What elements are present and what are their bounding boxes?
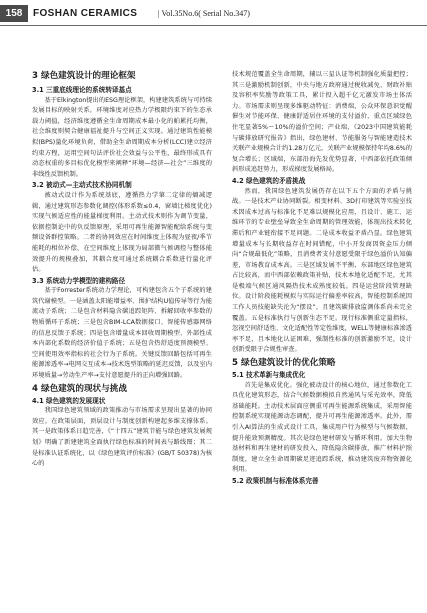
- subsection-3-2-body: 被动式设计作为系统基底，遵循热力学第二定律的熵减逻辑，通过建筑形态参数化调控(体形系数≤0.4，窗墙比梯度优化)实现气候适应性的能量梯度利用。主动式技术则作为调节变量，依据控制论中的负反馈原理，采用可再生能源智能配给系统与变频设备群控策略。二者的协同效应在时间维度上体现为昼夜/季节能耗的相位补偿，在空间维度上体现为局部微气候调控与整体能效提升的规模叠加，其耦合度可通过系统耦合系数进行量化评估。: [32, 191, 212, 274]
- subsection-3-1-title: 3.1 三重底线理论的系统转译基点: [32, 86, 132, 94]
- subsection-3-1-body: 基于Elkington提出的ESG理论框架，构建建筑系统与可持续发展目标的映射关系，环境维度对应热力学极限约束下的生态承载力阈值，经济维度遵循全生命周期成本最小化的帕累托均衡，社会维度则契合健康福祉提升与空间正义实现。通过建筑性能模拟(BPS)量化环境负荷，借助全生命周期成本分析(LCC)建立经济约束方程，运用空间句法评价社会效益与公平性，最终形成具有动态权重的多目标优化模型来阐释“环境—经济—社会”三维度的非线性反馈机制。: [32, 96, 212, 178]
- volume-info: | Vol.35No.6( Serial No.347): [158, 9, 250, 18]
- subsection-4-2-body: 然而，我国绿色建筑发展仍存在以下五个方面的矛盾与挑战。一是技术产业协同断裂。相变材料、3D打印建筑等实验室技术因成本过高与标准化不足难以规模化应用，且设计、施工、运维环节的专业壁垒导致全生命周期的管理效能，体现出技术转化滞后和产业链衔接不足问题。二是成本收益矛盾凸显。绿色建筑增量成本与长期收益存在时间错配，中小开发商因资金压力倾向“合规最低化”策略，且消费者支付意愿受限于绿色溢价认知偏差，市场教育成本高。三是区域发展不平衡，东部地区绿色建筑占比较高，而中西部依赖政策补贴，技术本地化适配不足，尤其是极端气候区通风隔热技术成熟度较低。四是运营阶段管理缺位。设计阶段能耗模拟与实际运行偏差率较高，智能控制系统因工作人员技能缺失沦为“摆设”，且建筑碳排放监测体系尚未完全覆盖。五是标准执行与创新生态不足。现行标准侧重定量指标，忽视空间舒适性、文化适配性等定性维度，WELL等健康标准渗透率不足，且本地化认证困难，强制性标准的创新激励不足，设计创新受限于合规性审查。: [232, 187, 412, 354]
- subsection-4-2-title: 4.2 绿色建筑的矛盾挑战: [232, 176, 306, 185]
- page-number: 158: [0, 5, 28, 22]
- left-column: [32, 85, 212, 470]
- journal-name: FOSHAN CERAMICS: [33, 8, 138, 19]
- section-4-title: 4 绿色建筑的现状与挑战: [32, 383, 127, 394]
- right-column: [232, 70, 412, 487]
- subsection-3-3-body: 基于Forrester系统动力学理论，可构建包含五个子系统的建筑代谢模型。一是涵盖太阳能增益率、围护结构U值传导等行为能流动子系统；二是包含材料隐含碳追踪矩阵、拆解回收率参数的物质循环子系统；三是包含BIM-LCA数据接口、智能传感器网络的信息反馈子系统；四是包含增量成本回收周期模型、外部性成本内部化系数的经济价值子系统；五是包含热舒适度预测模型、空间使用效率指标的社会行为子系统。关键反馈回路包括可再生能源渗透率→电网交互成本→技术选型策略的延迟反馈，以及室内环境质量→劳动生产率→支付意愿提升的正向增强回路。: [32, 287, 212, 380]
- subsection-5-1-body: 首先是集成优化。强化被动设计的核心地位，通过参数化工具优化建筑形态，结合气候数据模拟自然通风与采光效率，降低基础能耗。主动技术层面应侧重可再生能源系统集成，采用智能控制系统实现能源动态调配，提升可再生能源渗透率。此外，需引入AI算法的生成式设计工具，集成用户行为模型与气候数据，提升能效预测精度。其次是绿色建材研发与循环利用。加大生物基材料和再生建材的研发投入，降低隐含碳排放，推广材料护照制度，建立全生命周期碳足迹追踪系统，推动建筑废弃物资源化利用。: [232, 381, 412, 474]
- subsection-4-1-title: 4.1 绿色建筑的发展现状: [32, 396, 106, 405]
- subsection-3-3-title: 3.3 系统动力学模型的建构路径: [32, 276, 126, 285]
- subsection-4-1-body: 我国绿色建筑领域的政策推动与市场需求呈现出显著的协同效应。在政策层面，顶层设计与制度创新构建起多维支撑体系。其一是政策体系日趋完善，《“十四五”建筑节能与绿色建筑发展规划》明确了新建建筑全面执行绿色标准的时间表与路线图；其二是标准认证系统化，以《绿色建筑评价标准》(GB/T 50378)为核心的: [32, 407, 212, 468]
- section-5-title: 5 绿色建筑设计的优化策略: [232, 358, 336, 369]
- subsection-3-2-title: 3.2 被动式—主动式技术协同机制: [32, 181, 132, 190]
- header-rule: [0, 25, 427, 26]
- page-header: [0, 0, 427, 26]
- subsection-5-1-title: 5.1 技术革新与集成优化: [232, 371, 306, 380]
- subsection-5-2-title: 5.2 政策机制与标准体系完善: [232, 476, 319, 485]
- section-3-title: 3 绿色建筑设计的理论框架: [32, 71, 136, 81]
- continued-body: 技术规范覆盖全生命周期，辅以三星认证等机制强化质量把控；其三是激励机制创新，中央与地方政府通过税收减免、财政补贴及容积率奖励等政策工具，累计投入超千亿元激发市场主体活力。市场需求则呈现多维驱动特征：消费端，公众环保意识觉醒催生对节能环保、健康舒适居住环境的支付溢价，重点区域绿色住宅显著5%～10%的溢价空间；产业端，《2023中国建筑能耗与碳排放研究报告》指出，绿色建材、节能服务与智能建造技术关联产业规模合计约1.28万亿元，关联产业规模保持年均8.6%的复合增长；区域端，东部沿海先发优势显著，中西部依托政策倾斜形成追赶势力，形成梯度发展格局。: [232, 71, 412, 174]
